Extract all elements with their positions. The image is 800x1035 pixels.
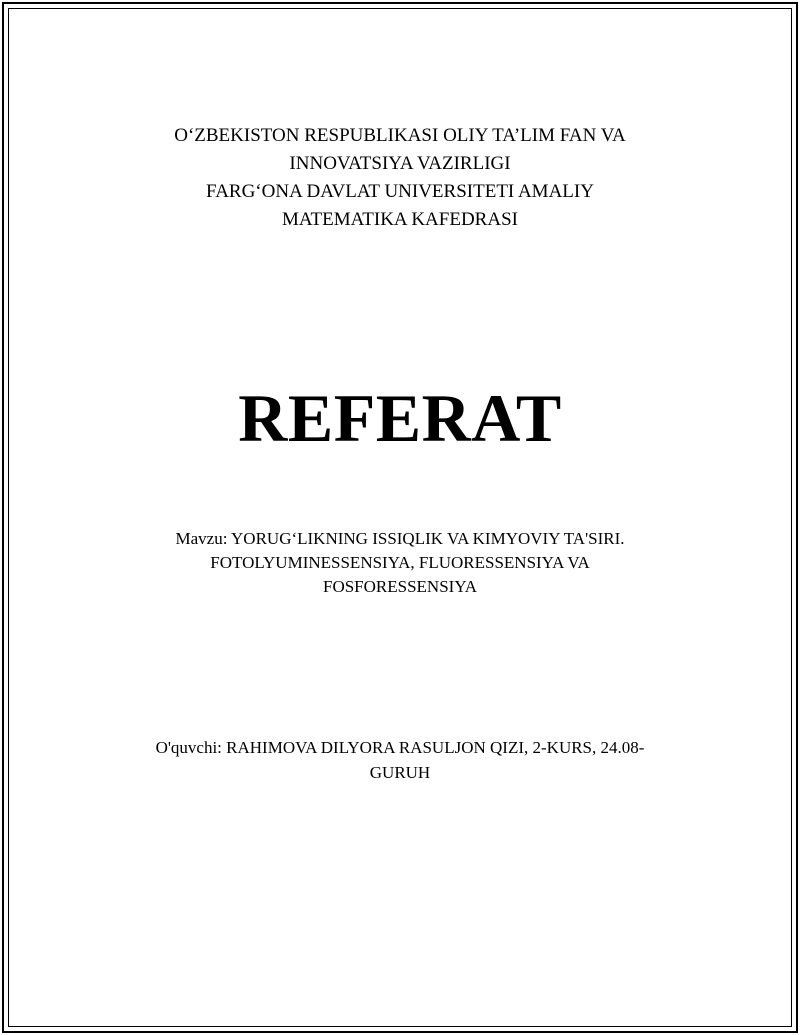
topic-line: Mavzu: YORUG‘LIKNING ISSIQLIK VA KIMYOVIY TA'SIRI. [175, 529, 625, 548]
header-line: INNOVATSIYA VAZIRLIGI [289, 153, 511, 174]
header-line: O‘ZBEKISTON RESPUBLIKASI OLIY TA’LIM FAN VA [174, 125, 626, 146]
student-line: O'quvchi: RAHIMOVA DILYORA RASULJON QIZI, 2-KURS, 24.08- [155, 738, 645, 757]
header-line: MATEMATIKA KAFEDRASI [282, 209, 518, 230]
header-line: FARG‘ONA DAVLAT UNIVERSITETI AMALIY [206, 181, 594, 202]
topic-line: FOSFORESSENSIYA [323, 577, 477, 596]
document-title: REFERAT [238, 380, 562, 456]
student-line: GURUH [369, 763, 431, 782]
student-info [0, 735, 800, 785]
topic-block [0, 527, 800, 599]
institution-header [0, 122, 800, 234]
topic-line: FOTOLYUMINESSENSIYA, FLUORESSENSIYA VA [210, 553, 590, 572]
